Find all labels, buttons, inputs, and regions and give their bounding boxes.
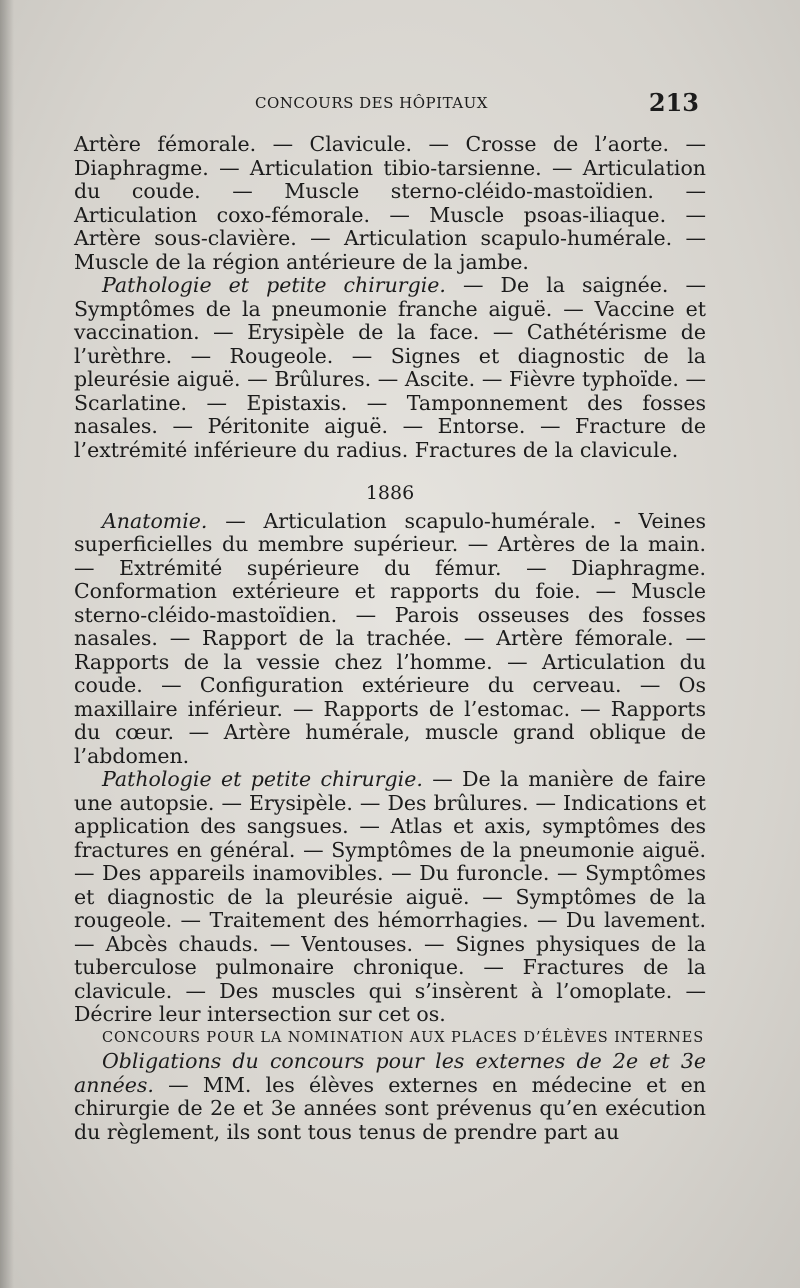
anatomy-1886-title: Anatomie. [102,508,208,533]
pathology-1885-paragraph [74,274,706,462]
year-heading: 1886 [365,482,415,504]
page-header [75,88,705,122]
internes-section-heading: CONCOURS POUR LA NOMINATION AUX PLACES D’ÉLÈVES INTERNES [102,1029,705,1046]
obligations-paragraph [74,1050,706,1144]
anatomy-1886-text: — Articulation scapulo-humérale. - Veines superficielles du membre supérieur. — Artères de la main. — Extrémité supérieure du fémur. — Diaphragme. Conformation extérieure et rapports du foie. — Muscle sterno-cléido-mastoïdien. — Parois osseuses des fosses nasales. — Rapport de la trachée. — Artère fémorale. — Rapports de la vessie chez l’homme. — Articulation du coude. — Configuration extérieure du cerveau. — Os maxillaire inférieur. — Rapports de l’estomac. — Rapports du cœur. — Artère humérale, muscle grand oblique de l’abdomen. [74,508,706,768]
obligations-text: — MM. les élèves externes en médecine et en chirurgie de 2e et 3e années sont prévenus qu’en exécution du règlement, ils sont tous tenus de prendre part au [74,1072,706,1144]
page-number: 213 [648,88,699,117]
anatomy-1885-text: Artère fémorale. — Clavicule. — Crosse de l’aorte. — Diaphragme. — Articulation tibio-tarsienne. — Articulation du coude. — Muscle sterno-cléido-mastoïdien. — Articulation coxo-fémorale. — Muscle psoas-iliaque. — Artère sous-clavière. — Articulation scapulo-humérale. — Muscle de la région antérieure de la jambe. [74,132,706,274]
anatomy-1885-paragraph [74,133,706,274]
obligations-title: Obligations du concours pour les externes de 2e et 3e années. [74,1049,706,1097]
running-head: CONCOURS DES HÔPITAUX [255,94,488,112]
pathology-1886-text: — De la manière de faire une autopsie. — Erysipèle. — Des brûlures. — Indications et application des sangsues. — Atlas et axis, symptômes des fractures en général. — Symptômes de la pneumonie aiguë. — Des appareils inamovibles. — Du furoncle. — Symptômes et diagnostic de la pleurésie aiguë. — Symptômes de la rougeole. — Traitement des hémorrhagies. — Du lavement. — Abcès chauds. — Ventouses. — Signes physiques de la tuberculose pulmonaire chronique. — Fractures de la clavicule. — Des muscles qui s’insèrent à l’omoplate. — Décrire leur intersection sur cet os. [74,767,707,1026]
pathology-1886-title: Pathologie et petite chirurgie. [102,767,423,791]
anatomy-1886-paragraph [74,510,706,769]
pathology-1885-title: Pathologie et petite chirurgie. [102,273,446,297]
pathology-1885-text: — De la saignée. — Symptômes de la pneumonie franche aiguë. — Vaccine et vaccination. — Erysipèle de la face. — Cathétérisme de l’urèthre. — Rougeole. — Signes et diagnostic de la pleurésie aiguë. — Brûlures. — Ascite. — Fièvre typhoïde. — Scarlatine. — Epistaxis. — Tamponnement des fosses nasales. — Péritonite aiguë. — Entorse. — Fracture de l’extrémité inférieure du radius. Fractures de la clavicule. [74,273,706,462]
pathology-1886-paragraph [74,768,706,1027]
page-shadow-edge [0,0,14,1288]
page-body [74,133,706,1144]
